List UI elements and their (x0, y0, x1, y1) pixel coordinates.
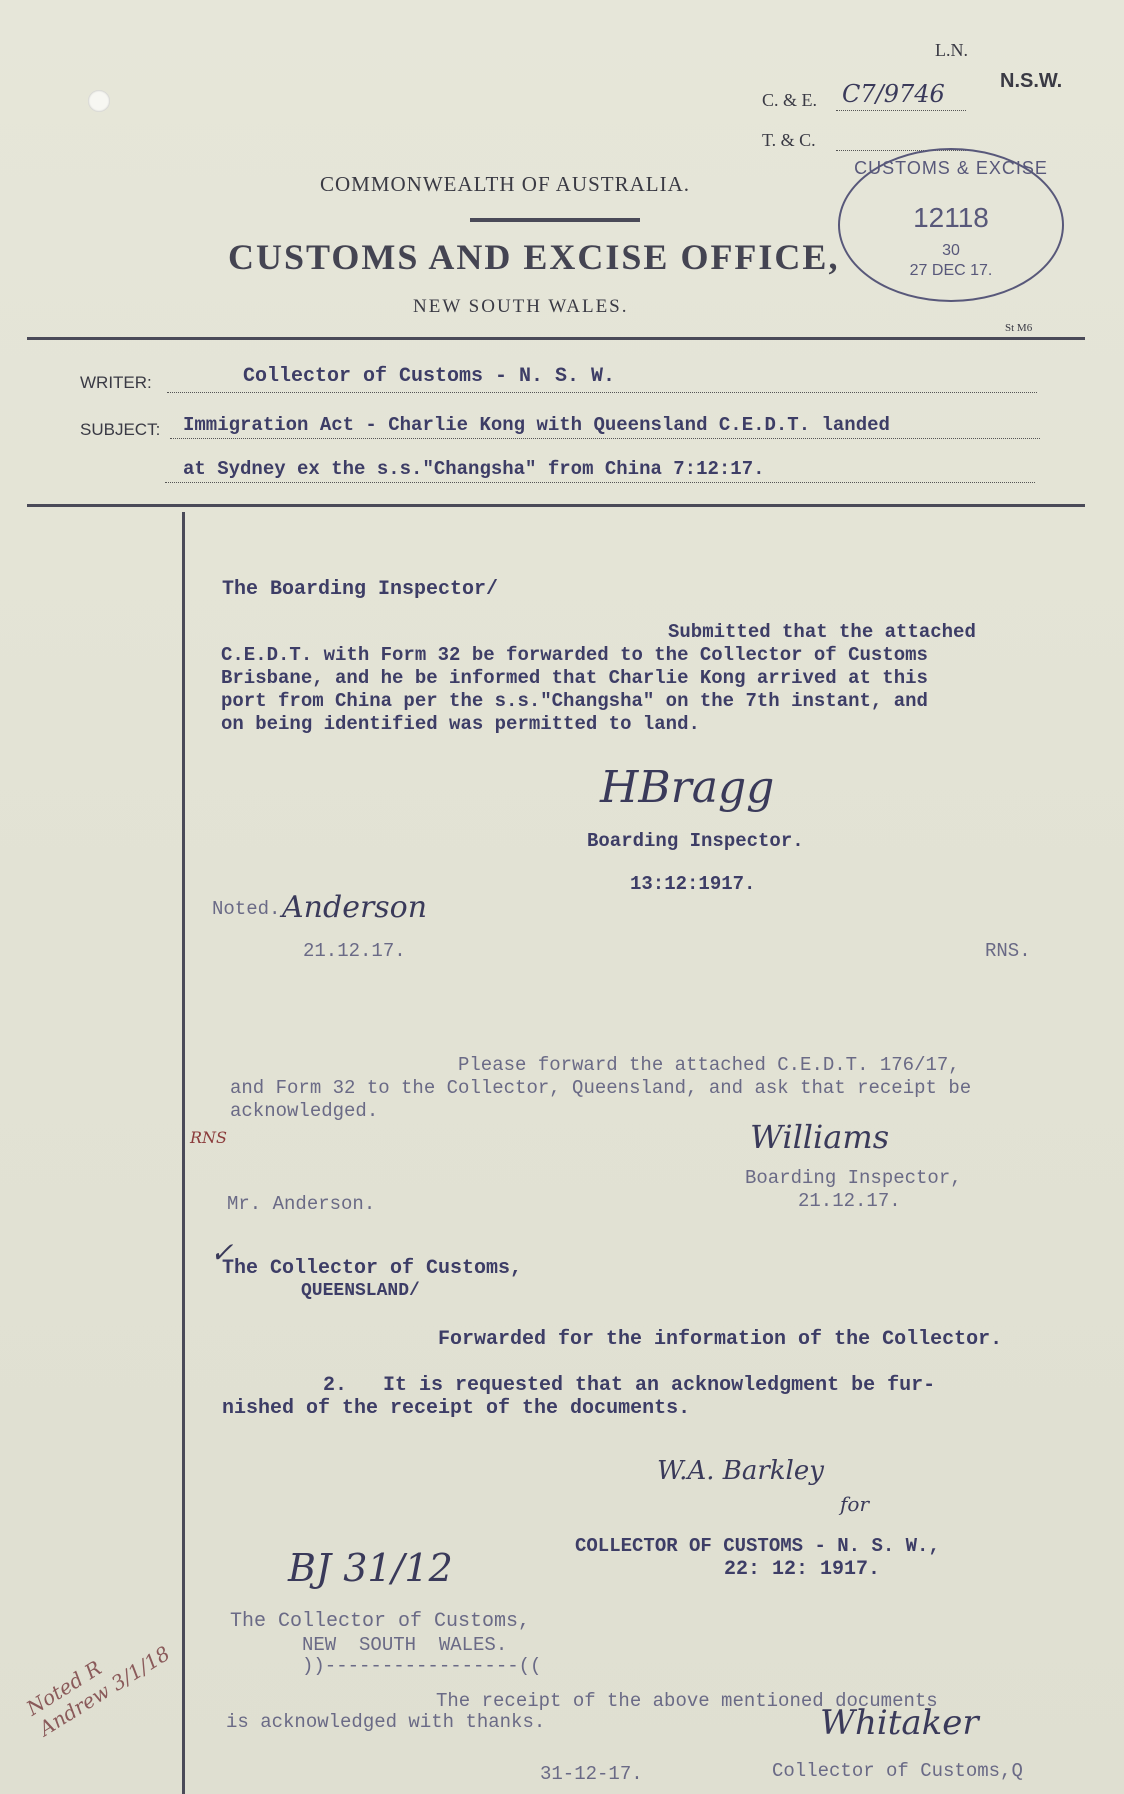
memo1-rns: RNS. (985, 940, 1031, 962)
memo4-addressee-1: The Collector of Customs, (230, 1610, 531, 1633)
form-code: St M6 (1005, 322, 1033, 334)
writer-label: WRITER: (80, 373, 152, 392)
subject-line-2: at Sydney ex the s.s."Changsha" from China 7:12:17. (183, 458, 765, 480)
stamp-date: 27 DEC 17. (909, 262, 993, 279)
stamp-number: 12118 (913, 202, 989, 233)
office-heading: CUSTOMS AND EXCISE OFFICE, (228, 237, 840, 277)
memo3-signer: COLLECTOR OF CUSTOMS - N. S. W., (575, 1535, 940, 1557)
memo4-initials: BJ 31/12 (288, 1546, 453, 1590)
memo4-signer: Collector of Customs,Q (772, 1760, 1023, 1782)
memo4-addressee-2: NEW SOUTH WALES. (302, 1634, 508, 1656)
memo3-addressee-2: QUEENSLAND/ (301, 1281, 420, 1301)
ce-value: C7/9746 (842, 80, 945, 108)
state-heading: NEW SOUTH WALES. (413, 296, 629, 317)
memo2-line-3: acknowledged. (230, 1100, 379, 1122)
state-code: N.S.W. (1000, 70, 1063, 92)
memo3-date: 22: 12: 1917. (724, 1558, 881, 1581)
ln-code: L.N. (935, 40, 968, 60)
memo1-line-1: Submitted that the attached (668, 621, 976, 643)
subject-label: SUBJECT: (80, 420, 161, 439)
memo4-divider: ))-----------------(( (302, 1655, 542, 1677)
memo1-signature: HBragg (600, 762, 775, 813)
margin-bottom-notes: Noted R Andrew 3/1/18 (22, 1641, 175, 1741)
memo1-addressee: The Boarding Inspector/ (222, 578, 499, 601)
customs-received-stamp (838, 148, 1064, 302)
memo2-date: 21.12.17. (798, 1190, 901, 1212)
writer-underline (167, 392, 1037, 393)
memo1-line-2: C.E.D.T. with Form 32 be forwarded to the Collector of Customs (221, 644, 928, 666)
header-rule (27, 337, 1085, 340)
memo2-addressee: Mr. Anderson. (227, 1193, 376, 1215)
noted-date: 21.12.17. (303, 940, 406, 962)
heading-bar (470, 218, 640, 222)
memo1-date: 13:12:1917. (630, 873, 756, 895)
memo1-line-3: Brisbane, and he be informed that Charlie Kong arrived at this (221, 667, 928, 689)
memo4-line-2: is acknowledged with thanks. (226, 1711, 546, 1733)
commonwealth-heading: COMMONWEALTH OF AUSTRALIA. (320, 172, 690, 196)
meta-rule (27, 504, 1085, 507)
margin-rule (182, 512, 185, 1794)
memo2-line-1: Please forward the attached C.E.D.T. 176/17, (458, 1054, 960, 1076)
subject-line-1: Immigration Act - Charlie Kong with Queensland C.E.D.T. landed (183, 414, 890, 436)
memo3-signature: W.A. Barkley (657, 1456, 824, 1486)
memo4-date: 31-12-17. (540, 1763, 643, 1785)
writer-value: Collector of Customs - N. S. W. (243, 365, 616, 388)
tick-mark: ✓ (210, 1236, 234, 1269)
memo3-line-3: nished of the receipt of the documents. (222, 1397, 691, 1420)
memo2-margin-initials: RNS (190, 1128, 228, 1147)
memo1-line-4: port from China per the s.s."Changsha" on the 7th instant, and (221, 690, 928, 712)
memo1-signer: Boarding Inspector. (587, 830, 804, 852)
noted-label: Noted. (212, 898, 281, 920)
memo2-signature: Williams (750, 1118, 890, 1156)
memo3-addressee-1: The Collector of Customs, (222, 1257, 523, 1280)
stamp-sub1: 30 (942, 242, 960, 259)
ce-label: C. & E. (762, 90, 818, 110)
memo2-line-2: and Form 32 to the Collector, Queensland, and ask that receipt be (230, 1077, 972, 1099)
memo2-signer: Boarding Inspector, (745, 1167, 962, 1189)
noted-initials: Anderson (282, 890, 428, 925)
subject-underline-1 (170, 438, 1040, 439)
memo4-signature: Whitaker (820, 1703, 979, 1743)
memo3-line-1: Forwarded for the information of the Collector. (438, 1328, 1003, 1351)
memo3-signature-note: for (840, 1492, 870, 1516)
stamp-ring-text: CUSTOMS & EXCISE (854, 158, 1048, 178)
ce-underline (836, 110, 966, 111)
subject-underline-2 (165, 482, 1035, 483)
memo3-line-2: 2. It is requested that an acknowledgment be fur- (323, 1374, 936, 1397)
tc-label: T. & C. (762, 130, 816, 150)
memo1-line-5: on being identified was permitted to land. (221, 713, 700, 735)
memo4-line-1: The receipt of the above mentioned documents (436, 1690, 938, 1712)
punch-hole (88, 90, 110, 112)
